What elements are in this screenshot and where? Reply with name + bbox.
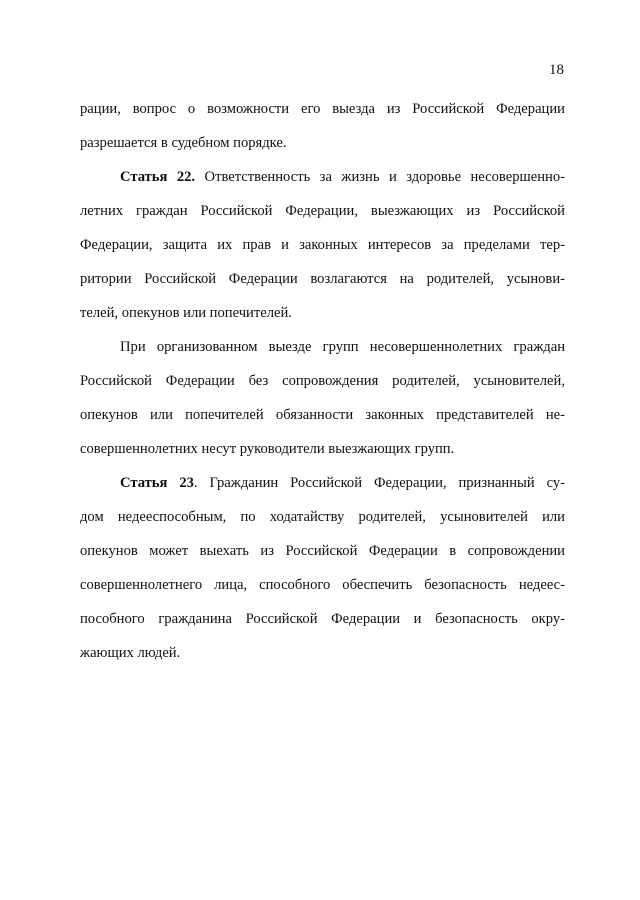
text-line: пособного гражданина Российской Федерации и безопасность окру-: [80, 611, 565, 627]
text-line: опекунов может выехать из Российской Федерации в сопровождении: [80, 543, 565, 559]
text-line-content: Ответственность за жизнь и здоровье несовершенно-: [195, 169, 565, 185]
text-line: разрешается в судебном порядке.: [80, 135, 287, 151]
page-number: 18: [549, 62, 564, 78]
paragraph-article-22: [80, 160, 565, 330]
article-label: Статья 23: [120, 475, 194, 491]
paragraph-article-22-part-2: [80, 330, 565, 466]
text-line: [80, 466, 565, 500]
text-line: [80, 160, 565, 194]
paragraph-article-23: [80, 466, 565, 670]
text-line: опекунов или попечителей обязанности законных представителей не-: [80, 407, 565, 423]
text-line: дом недееспособным, по ходатайству родителей, усыновителей или: [80, 509, 565, 525]
text-line: жающих людей.: [80, 645, 181, 661]
text-line: рации, вопрос о возможности его выезда из Российской Федерации: [80, 101, 565, 117]
text-line: Федерации, защита их прав и законных интересов за пределами тер-: [80, 237, 565, 253]
article-label: Статья 22.: [120, 169, 196, 185]
text-line-content: . Гражданин Российской Федерации, признанный су-: [193, 475, 566, 491]
paragraph-continuation: [80, 92, 565, 160]
text-line: ритории Российской Федерации возлагаются на родителей, усынови-: [80, 271, 565, 287]
text-line: Российской Федерации без сопровождения родителей, усыновителей,: [80, 373, 565, 389]
text-line: телей, опекунов или попечителей.: [80, 305, 292, 321]
text-line: совершеннолетнего лица, способного обеспечить безопасность недеес-: [80, 577, 565, 593]
document-body: [80, 92, 565, 670]
text-line: совершеннолетних несут руководители выезжающих групп.: [80, 441, 455, 457]
text-line: летних граждан Российской Федерации, выезжающих из Российской: [80, 203, 565, 219]
text-line: При организованном выезде групп несовершеннолетних граждан: [120, 339, 565, 355]
